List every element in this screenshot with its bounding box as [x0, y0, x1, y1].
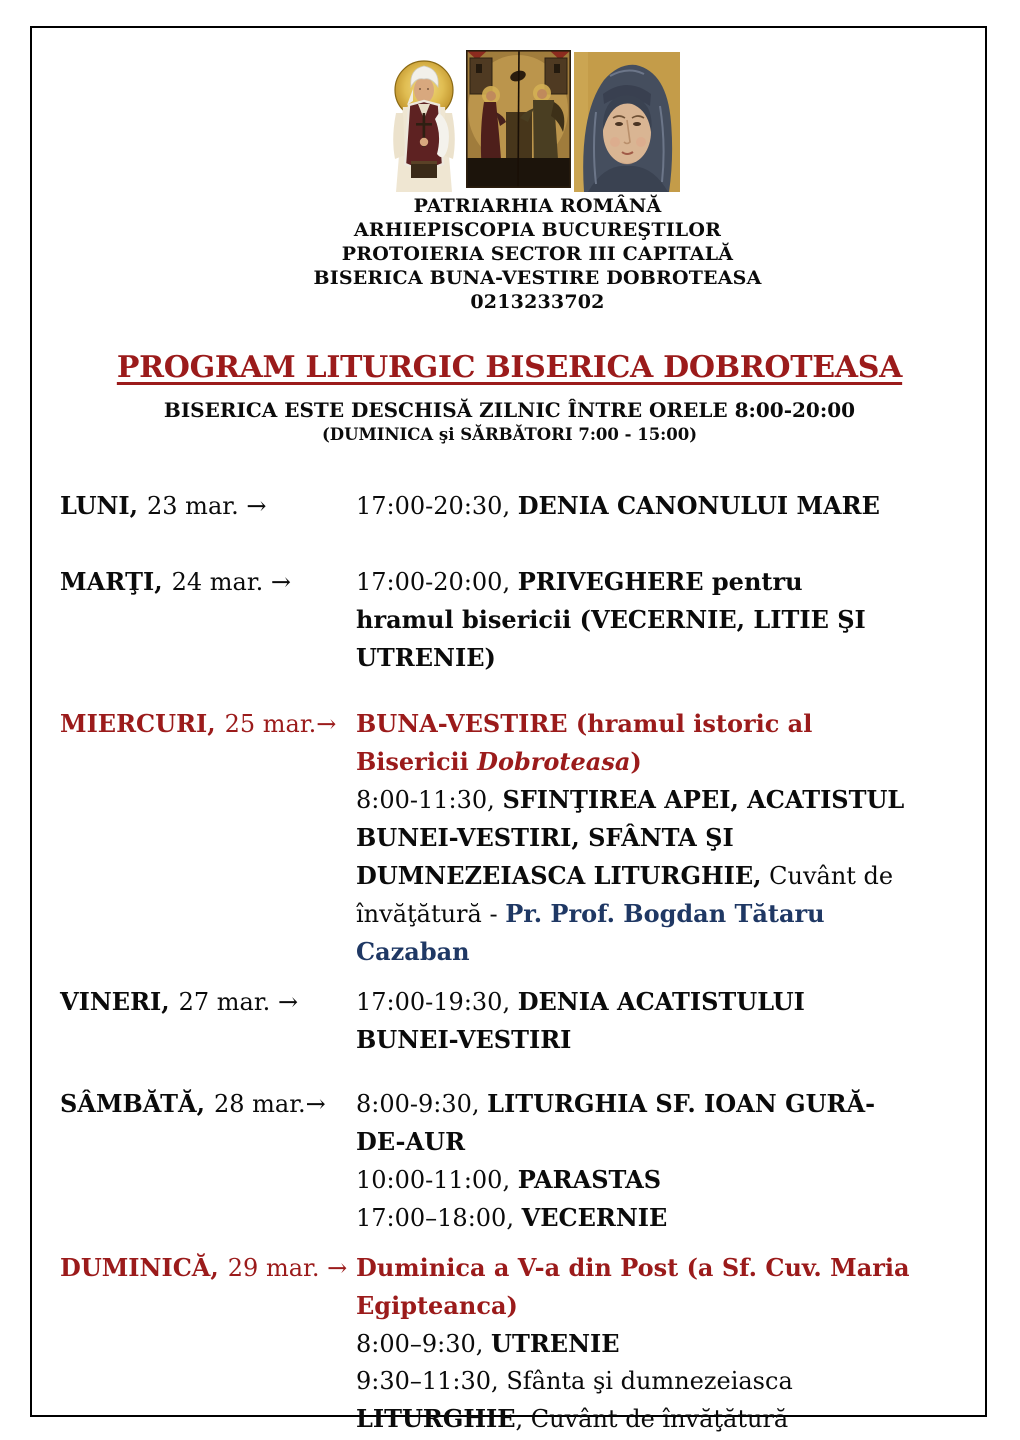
text-segment: Dobroteasa: [477, 747, 631, 776]
desc-line: [356, 601, 970, 639]
day-cell: [60, 1085, 356, 1123]
text-segment: 10:00-11:00,: [356, 1166, 518, 1194]
text-segment: hramul bisericii (VECERNIE, LITIE ŞI: [356, 605, 866, 634]
desc-line: [356, 705, 970, 743]
opening-hours: BISERICA ESTE DESCHISĂ ZILNIC ÎNTRE ORELE 8:00-20:00: [163, 398, 856, 422]
schedule-row: [60, 563, 970, 677]
day-cell: [60, 983, 356, 1021]
text-segment: DENIA ACATISTULUI: [517, 987, 805, 1016]
desc-line: [356, 983, 970, 1021]
desc-line: [356, 781, 970, 819]
text-segment: ): [630, 747, 642, 776]
text-segment: 8:00-11:30,: [356, 786, 503, 814]
text-segment: BUNEI-VESTIRI, SFÂNTA ŞI: [356, 823, 734, 852]
day-date-arrow: 29 mar. →: [227, 1254, 348, 1282]
text-segment: PRIVEGHERE pentru: [517, 567, 803, 596]
desc-line: [356, 487, 970, 525]
text-segment: Bisericii: [356, 747, 478, 776]
org-line-deanery: PROTOIERIA SECTOR III CAPITALĂ: [341, 243, 734, 265]
virgin-mary-icon: [574, 52, 680, 192]
day-date-arrow: 25 mar.→: [224, 710, 337, 738]
text-segment: BUNEI-VESTIRI: [356, 1025, 572, 1054]
desc-line: [356, 1287, 970, 1325]
text-segment: 17:00-19:30,: [356, 988, 518, 1016]
day-cell: [60, 563, 356, 601]
text-segment: DE-AUR: [356, 1127, 466, 1156]
schedule-row: [60, 705, 970, 971]
day-name: VINERI,: [60, 987, 170, 1016]
text-segment: Cazaban: [356, 937, 470, 966]
text-segment: DUMNEZEIASCA LITURGHIE,: [356, 861, 762, 890]
service-description: [356, 1085, 970, 1237]
text-segment: , Cuvânt de învăţătură: [515, 1405, 789, 1433]
annunciation-icon: [466, 50, 571, 188]
desc-line: [356, 895, 970, 933]
desc-line: [356, 857, 970, 895]
page-title: PROGRAM LITURGIC BISERICA DOBROTEASA: [116, 350, 903, 385]
day-name: MARŢI,: [60, 567, 163, 596]
church-header: [60, 194, 1015, 314]
text-segment: Egipteanca): [356, 1291, 518, 1320]
text-segment: 17:00–18:00,: [356, 1204, 522, 1232]
desc-line: [356, 1363, 970, 1400]
text-segment: UTRENIE): [356, 643, 496, 672]
text-segment: 17:00-20:30,: [356, 492, 518, 520]
title-row: [33, 350, 986, 385]
desc-line: [356, 933, 970, 971]
opening-hours-holidays: (DUMINICA şi SĂRBĂTORI 7:00 - 15:00): [321, 425, 698, 444]
schedule-row: [60, 1085, 970, 1237]
org-line-patriarchy: PATRIARHIA ROMÂNĂ: [413, 195, 662, 217]
desc-line: [356, 1161, 970, 1199]
day-date-arrow: 23 mar. →: [147, 492, 267, 520]
day-date-arrow: 24 mar. →: [171, 568, 292, 596]
day-name: DUMINICĂ,: [60, 1253, 219, 1282]
schedule-row: [60, 1249, 970, 1438]
text-segment: 17:00-20:00,: [356, 568, 518, 596]
desc-line: [356, 1199, 970, 1237]
service-description: [356, 705, 970, 971]
text-segment: BUNA-VESTIRE (hramul istoric al: [356, 709, 813, 738]
day-cell: [60, 487, 356, 525]
day-name: LUNI,: [60, 491, 139, 520]
text-segment: Cuvânt de: [761, 862, 894, 890]
text-segment: 8:00–9:30,: [356, 1330, 492, 1358]
text-segment: DENIA CANONULUI MARE: [517, 491, 880, 520]
day-cell: [60, 1249, 356, 1287]
day-name: MIERCURI,: [60, 709, 216, 738]
day-date-arrow: 27 mar. →: [178, 988, 299, 1016]
text-segment: LITURGHIE: [356, 1404, 516, 1433]
schedule-row: [60, 983, 970, 1059]
service-description: [356, 487, 970, 525]
desc-line: [356, 563, 970, 601]
desc-line: [356, 1249, 970, 1287]
text-segment: 8:00-9:30,: [356, 1090, 488, 1118]
desc-line: [356, 639, 970, 677]
day-cell: [60, 705, 356, 743]
service-description: [356, 563, 970, 677]
desc-line: [356, 1325, 970, 1363]
text-segment: PARASTAS: [517, 1165, 662, 1194]
text-segment: SFINŢIREA APEI, ACATISTUL: [502, 785, 905, 814]
schedule-row: [60, 487, 970, 525]
org-phone: 0213233702: [470, 291, 605, 313]
desc-line: [356, 1021, 970, 1059]
text-segment: Pr. Prof. Bogdan Tătaru: [505, 899, 825, 928]
desc-line: [356, 1400, 970, 1438]
org-line-church: BISERICA BUNA-VESTIRE DOBROTEASA: [313, 267, 762, 289]
desc-line: [356, 1123, 970, 1161]
desc-line: [356, 743, 970, 781]
desc-line: [356, 1085, 970, 1123]
text-segment: Duminica a V-a din Post (a Sf. Cuv. Maria: [356, 1253, 910, 1282]
saint-with-cross-icon: [385, 43, 463, 192]
desc-line: [356, 819, 970, 857]
text-segment: VECERNIE: [521, 1203, 668, 1232]
text-segment: învăţătură -: [356, 900, 506, 928]
text-segment: LITURGHIA SF. IOAN GURĂ-: [487, 1089, 876, 1118]
text-segment: 9:30–11:30, Sfânta şi dumnezeiasca: [356, 1367, 793, 1395]
text-segment: UTRENIE: [491, 1329, 620, 1358]
day-date-arrow: 28 mar.→: [213, 1090, 326, 1118]
day-name: SÂMBĂTĂ,: [60, 1089, 205, 1118]
service-description: [356, 1249, 970, 1438]
schedule: [60, 487, 970, 1438]
service-description: [356, 983, 970, 1059]
org-line-archdiocese: ARHIEPISCOPIA BUCUREŞTILOR: [353, 219, 722, 241]
